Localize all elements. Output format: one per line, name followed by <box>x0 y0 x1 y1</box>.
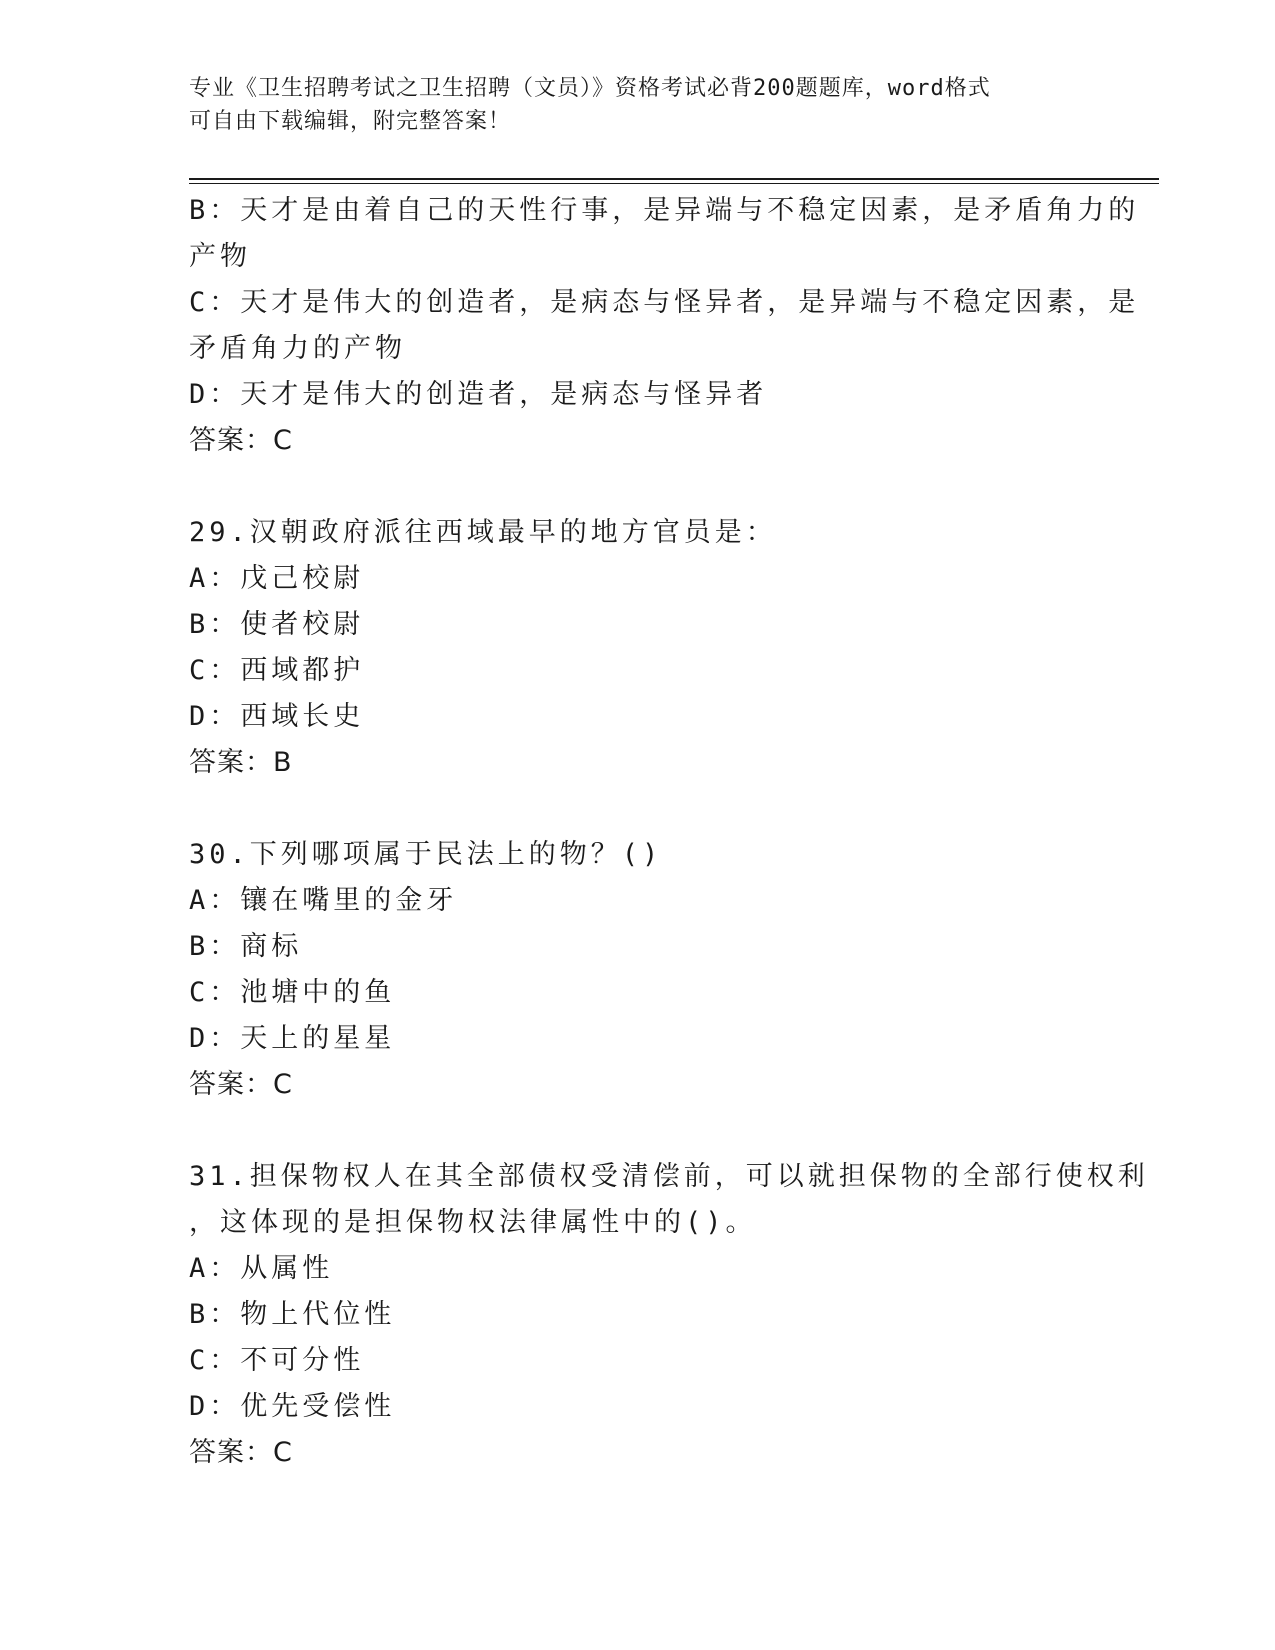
header-title-line-2: 可自由下载编辑，附完整答案！ <box>189 109 512 134</box>
option-c: C：不可分性 <box>189 1345 365 1376</box>
option-c-line-1: C：天才是伟大的创造者，是病态与怪异者，是异端与不稳定因素，是 <box>189 287 1140 318</box>
answer-line: 答案：B <box>189 747 293 778</box>
question-list <box>189 188 1149 1476</box>
document-header <box>189 72 1089 138</box>
option-d: D：西域长史 <box>189 701 365 732</box>
question-stem: 30.下列哪项属于民法上的物？() <box>189 839 663 870</box>
option-c-line-2: 矛盾角力的产物 <box>189 333 406 364</box>
option-d: D：天才是伟大的创造者，是病态与怪异者 <box>189 379 768 410</box>
answer-line: 答案：C <box>189 425 293 456</box>
option-b: B：物上代位性 <box>189 1299 396 1330</box>
option-c: C：西域都护 <box>189 655 365 686</box>
answer-line: 答案：C <box>189 1069 293 1100</box>
question-block-31 <box>189 1154 1149 1476</box>
question-spacer <box>189 464 1089 510</box>
option-b: B：商标 <box>189 931 303 962</box>
question-block-29 <box>189 510 1089 786</box>
question-block-prev <box>189 188 1140 464</box>
option-b: B：使者校尉 <box>189 609 365 640</box>
answer-line: 答案：C <box>189 1437 293 1468</box>
header-divider-thick <box>189 178 1159 180</box>
option-a: A：镶在嘴里的金牙 <box>189 885 458 916</box>
option-c: C：池塘中的鱼 <box>189 977 396 1008</box>
option-d: D：优先受偿性 <box>189 1391 396 1422</box>
question-spacer <box>189 1108 1089 1154</box>
question-block-30 <box>189 832 1089 1108</box>
header-title-line-1: 专业《卫生招聘考试之卫生招聘（文员）》资格考试必背200题题库，word格式 <box>189 76 991 101</box>
option-b-line-1: B：天才是由着自己的天性行事，是异端与不稳定因素，是矛盾角力的 <box>189 195 1140 226</box>
question-spacer <box>189 786 1089 832</box>
header-divider-thin <box>189 183 1159 184</box>
question-stem: 29.汉朝政府派往西域最早的地方官员是： <box>189 517 777 548</box>
option-a: A：戊己校尉 <box>189 563 365 594</box>
option-b-line-2: 产物 <box>189 241 251 272</box>
question-stem-line-2: ，这体现的是担保物权法律属性中的()。 <box>189 1207 757 1238</box>
option-a: A：从属性 <box>189 1253 334 1284</box>
option-d: D：天上的星星 <box>189 1023 396 1054</box>
question-stem-line-1: 31.担保物权人在其全部债权受清偿前，可以就担保物的全部行使权利 <box>189 1161 1149 1192</box>
